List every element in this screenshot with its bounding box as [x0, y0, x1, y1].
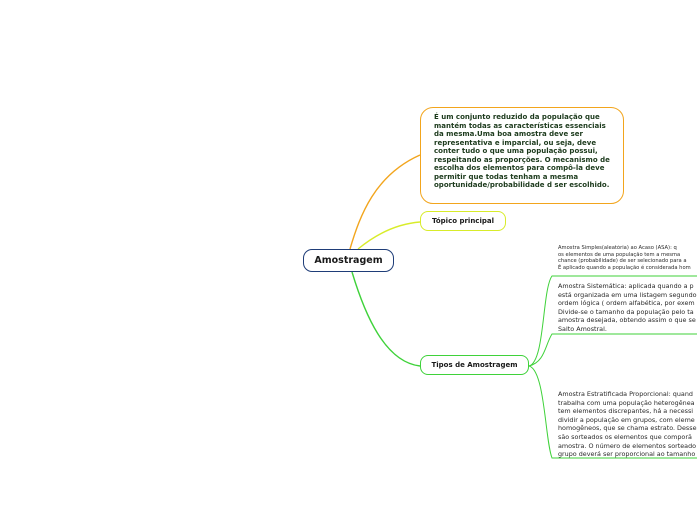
leaf-simple-random[interactable]: Amostra Simples(aleatória) ao Acaso (ASA): q os elementos de uma população tem a mesma chance (probabilidade) de ser selecionado para a É aplicado quando a população é considerada hom	[558, 245, 691, 271]
topic-node[interactable]	[420, 211, 506, 231]
connector-definition	[350, 155, 420, 249]
types-label: Tipos de Amostragem	[431, 361, 518, 369]
connector-leaf-2	[529, 334, 697, 366]
definition-node[interactable]	[420, 107, 624, 204]
connector-types	[352, 272, 420, 366]
root-node[interactable]	[303, 249, 394, 272]
definition-text: É um conjunto reduzido da população que mantém todas as características essenciais da mesma.Uma boa amostra deve ser representativa e imparcial, ou seja, deve conter tudo o que uma população possui, respeitando as proporções. O mecanismo de escolha dos elementos para compô-la deve permitir que todas tenham a mesma oportunidade/probabilidade d ser escolhido.	[434, 113, 610, 189]
leaf-systematic[interactable]: Amostra Sistemática: aplicada quando a p está organizada em uma listagem segundo ordem lógica ( ordem alfabética, por exem Divide-se o tamanho da população pelo ta amostra desejada, obtendo assim o que se Salto Amostral.	[558, 282, 697, 333]
leaf-stratified[interactable]: Amostra Estratificada Proporcional: quand trabalha com uma população heterogênea tem elementos discrepantes, há a necessi dividir a população em grupos, com eleme homogêneos, que se chama estrato. Desse são sorteados os elementos que comporã amostra. O número de elementos sorteado grupo deverá ser proporcional ao tamanho	[558, 390, 697, 459]
root-label: Amostragem	[314, 255, 383, 266]
topic-label: Tópico principal	[432, 217, 494, 225]
connector-topic	[358, 222, 420, 249]
types-node[interactable]	[420, 355, 529, 375]
